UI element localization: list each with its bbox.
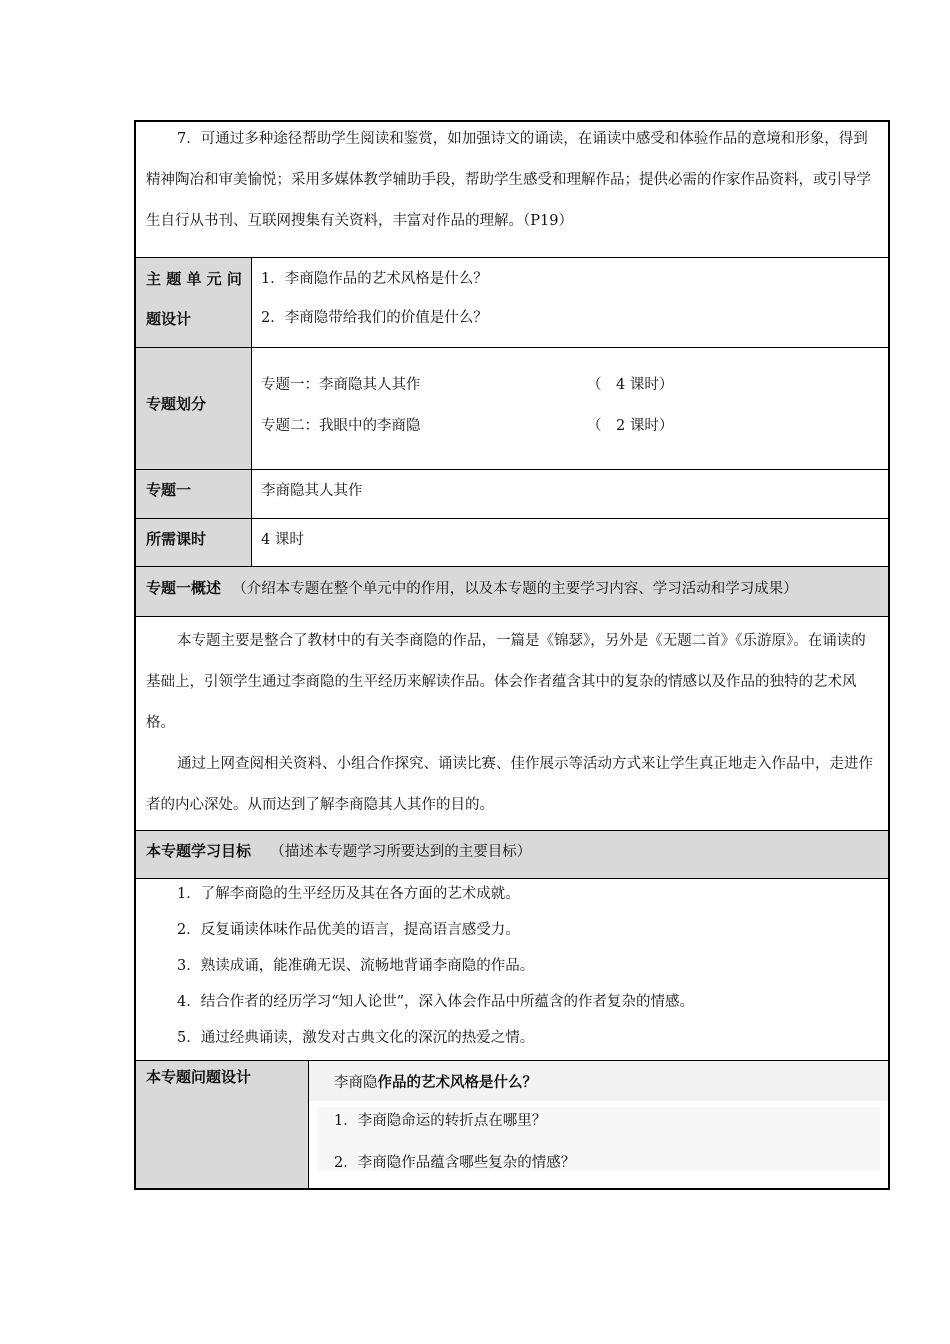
sub-question-band (317, 1107, 880, 1171)
goals-header-row (136, 831, 888, 879)
topic-division-row (136, 348, 888, 470)
question-design-row (136, 1061, 888, 1188)
goals-body-row (136, 879, 888, 1061)
main-question (334, 1071, 537, 1092)
goal-item: 3．熟读成诵，能准确无误、流畅地背诵李商隐的作品。 (177, 958, 535, 974)
question-design-cell (308, 1061, 888, 1188)
sub-question-item: 2．李商隐作品蕴含哪些复杂的情感？ (334, 1155, 576, 1171)
goals-note: （描述本专题学习所要达到的主要目标） (270, 844, 532, 860)
goal-item: 4．结合作者的经历学习“知人论世”，深入体会作品中所蕴含的作者复杂的情感。 (177, 994, 695, 1010)
unit-question-cell (251, 258, 888, 347)
topic-item-name: 专题二：我眼中的李商隐 (261, 418, 421, 434)
topic-one-value: 李商隐其人其作 (261, 483, 363, 499)
topic-one-cell (251, 470, 888, 518)
topic-one-label: 专题一 (146, 481, 192, 499)
overview-paragraph: 通过上网查阅相关资料、小组合作探究、诵读比赛、佳作展示等活动方式来让学生真正地走入作品中，走进作者的内心深处。从而达到了解李商隐其人其作的目的。 (146, 756, 873, 813)
main-question-band (309, 1061, 888, 1101)
unit-question-label (136, 258, 251, 347)
goal-item: 1．了解李商隐的生平经历及其在各方面的艺术成就。 (177, 886, 520, 902)
goal-item: 2．反复诵读体味作品优美的语言，提高语言感受力。 (177, 922, 520, 938)
hours-required-label: 所需课时 (146, 530, 207, 548)
overview-note: （介绍本专题在整个单元中的作用，以及本专题的主要学习内容、学习活动和学习成果） (232, 581, 798, 597)
topic-one-row (136, 470, 888, 519)
sub-question-item: 1．李商隐命运的转折点在哪里？ (334, 1113, 547, 1129)
overview-paragraph: 本专题主要是整合了教材中的有关李商隐的作品，一篇是《锦瑟》，另外是《无题二首》《乐游原》。在诵读的基础上，引领学生通过李商隐的生平经历来解读作品。体会作者蕴含其中的复杂的情感以及作品的独特的艺术风格。 (146, 633, 866, 731)
goal-item: 5．通过经典诵读，激发对古典文化的深沉的热爱之情。 (177, 1030, 535, 1046)
lesson-plan-table (134, 120, 890, 1190)
hours-required-cell (251, 519, 888, 566)
overview-header-row (136, 567, 888, 617)
unit-question-label-line1: 主 题 单 元 问 (146, 270, 242, 288)
intro-text: 7．可通过多种途径帮助学生阅读和鉴赏，如加强诗文的诵读，在诵读中感受和体验作品的意境和形象，得到精神陶冶和审美愉悦；采用多媒体教学辅助手段，帮助学生感受和理解作品；提供必需的作家作品资料，或引导学生自行从书刊、互联网搜集有关资料，丰富对作品的理解。（P19） (146, 131, 871, 229)
goals-label: 本专题学习目标 (146, 842, 252, 860)
topic-item-hours: （ 2 课时） (587, 418, 674, 434)
overview-label: 专题一概述 (146, 579, 222, 597)
topic-division-label: 专题划分 (146, 395, 207, 413)
hours-required-row (136, 519, 888, 567)
unit-question-label-line2: 题设计 (146, 310, 192, 328)
main-question-prefix: 李商隐 (334, 1075, 378, 1091)
overview-body-row (136, 617, 888, 831)
question-design-label: 本专题问题设计 (146, 1068, 252, 1086)
topic-item-hours: （ 4 课时） (587, 377, 674, 393)
unit-question-item: 2．李商隐带给我们的价值是什么？ (261, 310, 488, 326)
intro-row (136, 122, 888, 258)
goals-header (146, 840, 531, 861)
main-question-bold: 作品的艺术风格是什么？ (377, 1075, 537, 1091)
unit-question-row (136, 258, 888, 348)
hours-required-value: 4 课时 (261, 532, 304, 548)
topic-division-cell (251, 348, 888, 469)
overview-header (146, 577, 798, 598)
topic-item-name: 专题一：李商隐其人其作 (261, 377, 421, 393)
unit-question-item: 1．李商隐作品的艺术风格是什么？ (261, 271, 488, 287)
